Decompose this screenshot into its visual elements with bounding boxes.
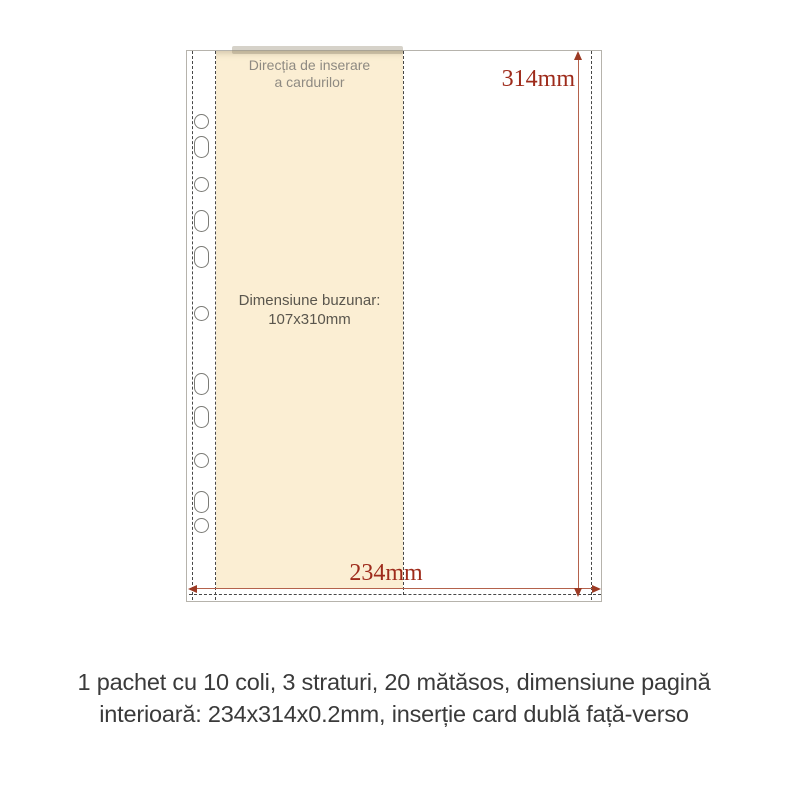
- height-dimension-label: 314mm: [501, 66, 575, 92]
- width-dimension-label: 234mm: [349, 560, 423, 586]
- arrow-left-icon: [188, 585, 197, 593]
- insert-direction-label: [216, 57, 403, 91]
- oblong-punch-hole: [194, 210, 209, 232]
- caption-line1: 1 pachet cu 10 coli, 3 straturi, 20 mătăsos, dimensiune pagină: [77, 669, 711, 695]
- pocket-size-line1: Dimensiune buzunar:: [238, 292, 381, 309]
- stitch-line-bottom: [189, 594, 601, 595]
- circle-punch-hole: [194, 114, 209, 129]
- oblong-punch-hole: [194, 246, 209, 268]
- width-dimension-line: [191, 588, 599, 589]
- oblong-punch-hole: [194, 491, 209, 513]
- circle-punch-hole: [194, 177, 209, 192]
- arrow-right-icon: [592, 585, 601, 593]
- arrow-up-icon: [574, 51, 582, 60]
- stitch-line-left-outer: [192, 51, 193, 600]
- caption-line2: interioară: 234x314x0.2mm, inserție card dublă față-verso: [99, 701, 689, 727]
- circle-punch-hole: [194, 518, 209, 533]
- insert-direction-line2: a cardurilor: [274, 74, 345, 90]
- pocket-opening-edge: [232, 46, 403, 54]
- product-caption: [0, 666, 788, 730]
- oblong-punch-hole: [194, 406, 209, 428]
- oblong-punch-hole: [194, 136, 209, 158]
- arrow-down-icon: [574, 588, 582, 597]
- insert-direction-line1: Direcția de inserare: [248, 57, 371, 73]
- pocket-size-label: [216, 291, 403, 329]
- pocket-size-line2: 107x310mm: [268, 311, 351, 328]
- stitch-line-right: [591, 51, 592, 600]
- circle-punch-hole: [194, 453, 209, 468]
- circle-punch-hole: [194, 306, 209, 321]
- stitch-line-pocket-right: [403, 51, 404, 595]
- oblong-punch-hole: [194, 373, 209, 395]
- height-dimension-line: [578, 53, 579, 595]
